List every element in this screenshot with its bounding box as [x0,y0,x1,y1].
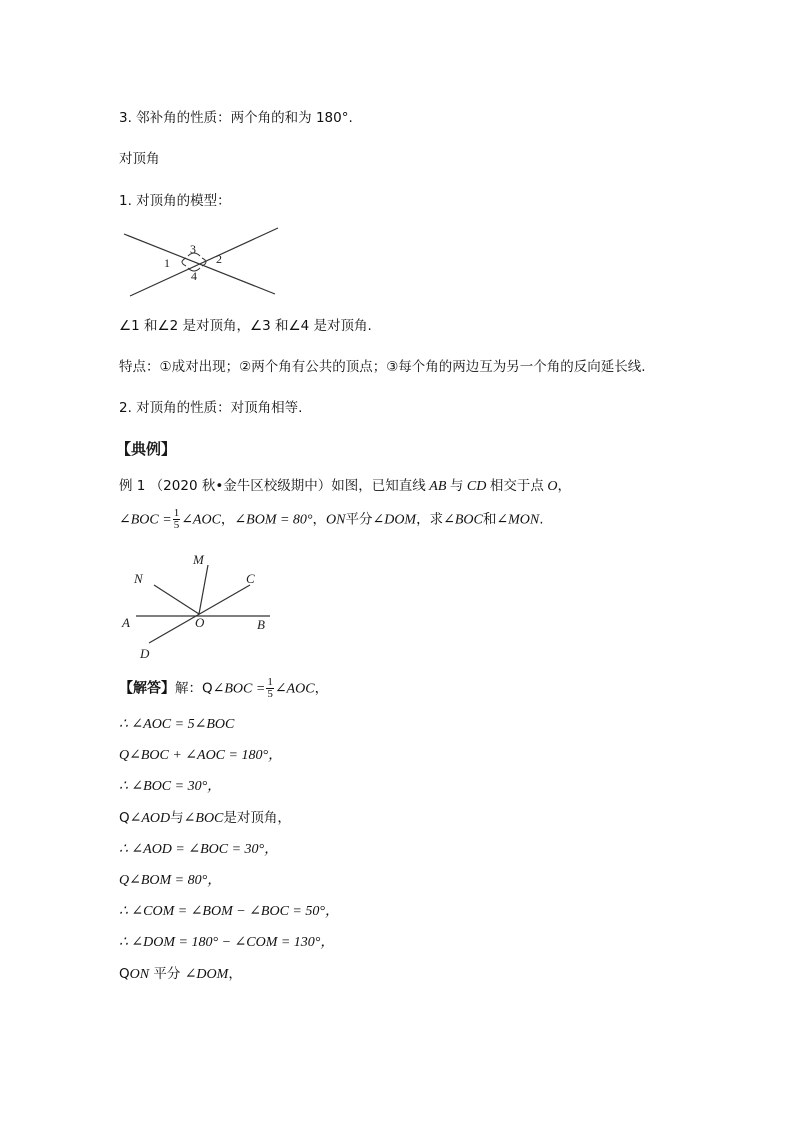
vertical-angles-heading: 对顶角 [119,151,160,167]
label-B: B [257,617,265,632]
model-title: 1. 对顶角的模型： [119,193,231,209]
ray-OM [199,565,208,614]
property-text: 2. 对顶角的性质：对顶角相等. [119,400,303,416]
features-text: 特点：①成对出现；②两个角有公共的顶点；③每个角的两边互为另一个角的反向延长线. [119,359,646,375]
angle-arc-1 [182,258,186,266]
label-D: D [140,646,150,661]
example-figure [118,548,278,663]
solution-step-2: ∴ ∠AOC = 5∠BOC [119,717,235,732]
section3-title: 3. 邻补角的性质：两个角的和为 180°. [119,110,353,126]
ray-ON [154,585,199,614]
solution-step-7: Q∠BOM = 80°， [119,873,222,888]
solution-step-4: ∴ ∠BOC = 30°， [119,779,222,794]
label-A: A [122,615,130,630]
label-N: N [134,571,143,586]
label-C: C [246,571,255,586]
solution-step-9: ∴ ∠DOM = 180° − ∠COM = 130°， [119,935,335,950]
label-M: M [193,552,204,567]
example-line-1: 例 1 （2020 秋•金牛区校级期中）如图，已知直线 AB 与 CD 相交于点 O， [119,478,571,494]
vertical-angles-figure [118,224,283,300]
label-1: 1 [164,256,170,270]
label-O: O [195,615,205,630]
fraction-one-fifth-solution: $\frac{1}{5}$ [267,676,273,700]
label-3: 3 [190,242,196,256]
solution-step-1: 【解答】解：Q∠BOC = $\frac{1}{5}$ ∠AOC， [119,676,329,700]
fraction-one-fifth: $\frac{1}{5}$ [173,507,180,531]
example-tag: 【典例】 [116,440,177,458]
label-2: 2 [216,252,222,266]
vertical-angles-statement: ∠1 和∠2 是对顶角，∠3 和∠4 是对顶角. [119,318,372,334]
solution-step-5: Q∠AOD与∠BOC是对顶角， [119,810,291,826]
example-line-2: ∠BOC = $\frac{1}{5}$ ∠AOC，∠BOM = 80°，ON平分∠DOM，求∠BOC和∠MON. [119,507,544,531]
solution-step-3: Q∠BOC + ∠AOC = 180°， [119,748,283,763]
solution-step-6: ∴ ∠AOD = ∠BOC = 30°， [119,842,279,857]
solution-step-8: ∴ ∠COM = ∠BOM − ∠BOC = 50°， [119,904,339,919]
solution-step-10: QON 平分 ∠DOM， [119,966,242,982]
label-4: 4 [191,269,197,283]
